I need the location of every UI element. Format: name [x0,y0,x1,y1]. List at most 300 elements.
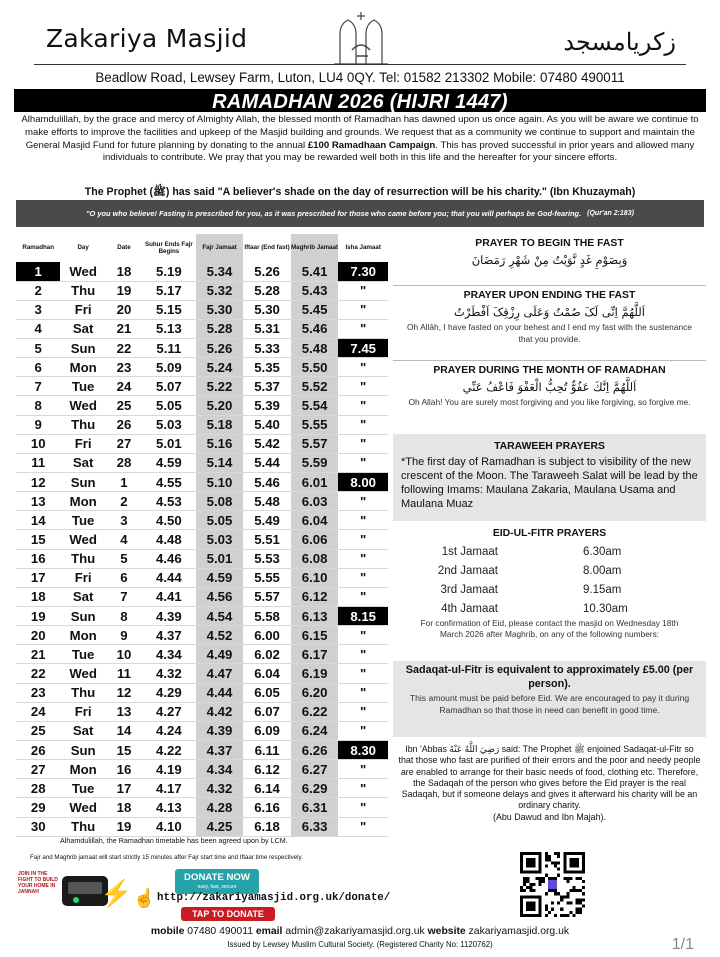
table-row [16,262,388,281]
hadith-ref: (Abu Dawud and Ibn Majah). [493,811,606,822]
table-cell: 4.56 [196,587,244,606]
table-cell: 5.40 [243,415,291,434]
table-cell: 5.57 [243,587,291,606]
table-cell: 26 [106,415,142,434]
table-cell: 5.05 [142,396,196,415]
sadaqat-body: This amount must be paid before Eid. We are encouraged to pay it during Ramadhan so that those in need can benefit in good time. [409,693,690,715]
table-cell: 5.55 [291,415,339,434]
table-row [16,549,388,568]
table-cell: 6.00 [243,626,291,645]
table-cell: 4.28 [196,798,244,817]
table-cell: 3 [16,300,60,319]
intro-text-a: Alhamdulillah, by the grace and mercy of Almighty Allah, the blessed month of Ramadhan has dawned upon us once again. As you will be aware we continue to make efforts to improve the facilities and upkeep of the Masjid building and grounds. We request that as a community we continue to support and maintain the General Masjid Fund for future planning by donating to the annual [21,114,699,151]
table-row [16,626,388,645]
table-cell: Wed [60,798,105,817]
taraweeh-title: TARAWEEH PRAYERS [494,441,605,452]
timetable-header-cell: Isha Jamaat [345,244,381,252]
table-cell: 6.09 [243,721,291,740]
timetable-footnote-jamaat: Fajr and Maghrib jamaat will start strictly 15 minutes after Fajr start time and Iftaar time respectively. [30,854,303,861]
taraweeh-section [393,434,706,521]
table-cell: 6.12 [243,760,291,779]
table-cell: 10 [106,645,142,664]
table-cell: Mon [60,626,105,645]
table-cell: " [338,492,388,511]
table-cell: Sat [60,721,105,740]
table-cell: 29 [16,798,60,817]
table-cell: Wed [60,262,105,281]
table-cell: " [338,626,388,645]
table-cell: 4 [16,319,60,338]
table-cell: 5.55 [243,568,291,587]
contact-email-label: email [255,926,283,937]
table-cell: 18 [106,262,142,281]
timetable-header-cell: Suhur Ends Fajr Begins [144,240,193,255]
table-cell: 5.58 [243,607,291,626]
table-cell: 5.19 [142,262,196,281]
table-row [16,817,388,836]
table-cell: 2 [16,281,60,300]
table-row [16,587,388,606]
table-cell: " [338,760,388,779]
table-cell: 6.07 [243,702,291,721]
ramadhan-prayer-title: PRAYER DURING THE MONTH OF RAMADHAN [433,365,666,376]
table-cell: 22 [16,664,60,683]
end-fast-arabic: اَللَّهُمَّ اِنِّی لَکَ صُمْتُ وَعَلَی رِزْقِکَ اَفْطَرْتُ [454,305,645,319]
eid-jamaat-row [393,580,706,599]
table-cell: Wed [60,396,105,415]
table-cell: 4.49 [196,645,244,664]
table-cell: 6.08 [291,549,339,568]
hadith-text: Ibn 'Abbas رَضِيَ اللَّهُ عَنْهُ said: The Prophet ﷺ enjoined Sadaqat-ul-Fitr so that those who fast are purified of their errors and the poor and needy people are enabled to arrange for their basic needs of food, clothing etc. Therefore, the Sadaqah of the person who gives before the Eid prayer is the real Sadaqah, but if someone delays and gives it afterward his charity will be an ordinary charity. [398,744,701,811]
table-cell: 4.52 [196,626,244,645]
table-row [16,779,388,798]
begin-fast-section [393,234,706,282]
table-cell: 6.02 [243,645,291,664]
table-cell: " [338,530,388,549]
table-cell: 6.15 [291,626,339,645]
table-cell: 5.39 [243,396,291,415]
eid-jamaat-time: 6.30am [583,545,622,558]
table-row [16,339,388,358]
table-cell: " [338,702,388,721]
table-cell: Fri [60,702,105,721]
table-row [16,760,388,779]
table-cell: 5.31 [243,319,291,338]
table-cell: 4.22 [142,741,196,760]
table-cell: 5.59 [291,453,339,472]
eid-jamaat-row [393,561,706,580]
table-cell: 12 [106,683,142,702]
table-row [16,683,388,702]
sadaqat-section [393,661,706,737]
table-cell: Fri [60,300,105,319]
table-cell: 8.15 [338,607,388,626]
table-cell: 5.30 [196,300,244,319]
donate-now-sub: easy, fast, secure [197,884,237,890]
table-cell: 23 [16,683,60,702]
table-cell: 5.49 [243,511,291,530]
table-cell: " [338,511,388,530]
table-cell: 8.00 [338,473,388,492]
table-cell: 21 [16,645,60,664]
intro-campaign: £100 Ramadhaan Campaign [307,139,436,151]
table-cell: 5.35 [243,358,291,377]
table-cell: 5.43 [291,281,339,300]
ramadhan-prayer-english: Oh Allah! You are surely most forgiving and you like forgiving, so forgive me. [408,397,691,407]
table-cell: Sun [60,741,105,760]
table-cell: 5.44 [243,453,291,472]
table-cell: 28 [106,453,142,472]
masjid-arabic-name: زکریامسجد [563,28,676,56]
table-cell: 4.10 [142,817,196,836]
ramadhan-prayer-arabic: اَللَّهُمَّ اِنَّكَ عَفُوٌّ تُحِبُّ الْعَفْوَ فَاعْفُ عَنِّي [462,380,637,394]
intro-text-b: . This has proved successful in prior years and allowed many individuals to contribute. We pray that you may be rewarded well both in this life and the hereafter for your sincere efforts. [102,139,695,164]
table-cell: 5.37 [243,377,291,396]
table-cell: Sun [60,473,105,492]
table-cell: 4.24 [142,721,196,740]
eid-jamaat-row [393,599,706,618]
table-cell: 9 [16,415,60,434]
table-cell: 5.41 [291,262,339,281]
address: Beadlow Road, Lewsey Farm, Luton, LU4 0QY. Tel: 01582 213302 Mobile: 07480 490011 [95,70,625,85]
table-cell: 5.17 [142,281,196,300]
end-fast-title: PRAYER UPON ENDING THE FAST [463,290,636,301]
table-cell: 6 [16,358,60,377]
table-row [16,721,388,740]
table-cell: 11 [106,664,142,683]
timetable-header-cell: Ramadhan [22,244,55,252]
lightning-icon: ⚡ [100,878,133,908]
timetable-body [16,262,388,836]
timetable-header-cell: Maghrib Jamaat [291,234,339,262]
table-cell: 21 [106,319,142,338]
table-row [16,377,388,396]
table-cell: 25 [16,721,60,740]
table-cell: 6.29 [291,779,339,798]
hadith-section [393,744,706,854]
table-cell: " [338,281,388,300]
table-cell: 6.20 [291,683,339,702]
table-cell: Thu [60,281,105,300]
table-cell: 5.48 [243,492,291,511]
table-cell: 5.53 [243,549,291,568]
quran-text: "O you who believe! Fasting is prescribed for you, as it was prescribed for those who came before you; that you will perhaps be God-fearing. [86,209,582,218]
table-cell: 7.30 [338,262,388,281]
table-cell: 27 [106,434,142,453]
table-cell: Sat [60,319,105,338]
contact-line [0,926,720,937]
table-cell: 14 [106,721,142,740]
pointer-hand-icon: ☝ [133,888,156,908]
table-row [16,453,388,472]
ramadhan-prayer-section [393,360,706,432]
table-cell: 6.31 [291,798,339,817]
table-row [16,664,388,683]
timetable-header-cell: Day [77,244,89,252]
table-row [16,473,388,492]
table-cell: 5.46 [291,319,339,338]
begin-fast-arabic: وَبِصَوْمِ غَدٍ نَّوَيْتُ مِنْ شَهْرِ رَمَضَانَ [471,253,628,267]
table-cell: 4 [106,530,142,549]
table-cell: 5.07 [142,377,196,396]
table-cell: 5.26 [196,339,244,358]
table-cell: 5.15 [142,300,196,319]
table-cell: " [338,798,388,817]
table-cell: 4.32 [196,779,244,798]
table-cell: 4.47 [196,664,244,683]
table-cell: 20 [106,300,142,319]
issued-by: Issued by Lewsey Muslim Cultural Society. (Registered Charity No: 1120762) [227,940,493,949]
table-cell: 5.03 [196,530,244,549]
table-cell: 5.22 [196,377,244,396]
donate-now-label: DONATE NOW [184,872,250,883]
table-cell: 6.10 [291,568,339,587]
table-cell: 6.14 [243,779,291,798]
table-cell: 5.33 [243,339,291,358]
table-cell: 4.53 [142,492,196,511]
table-cell: " [338,300,388,319]
table-cell: " [338,415,388,434]
contact-email[interactable]: admin@zakariyamasjid.org.uk [285,926,425,937]
table-cell: " [338,358,388,377]
table-cell: 20 [16,626,60,645]
table-cell: Wed [60,530,105,549]
table-cell: 7 [106,587,142,606]
table-cell: 5.13 [142,319,196,338]
eid-jamaat-time: 8.00am [583,564,622,577]
table-cell: 6.26 [291,741,339,760]
table-cell: 5 [16,339,60,358]
table-cell: 6.04 [243,664,291,683]
page-title: RAMADHAN 2026 (HIJRI 1447) [212,91,508,113]
table-cell: 25 [106,396,142,415]
table-cell: 3 [106,511,142,530]
table-cell: 4.27 [142,702,196,721]
end-fast-section [393,285,706,360]
table-cell: Wed [60,664,105,683]
table-cell: 2 [106,492,142,511]
timetable [16,234,388,837]
table-cell: " [338,587,388,606]
table-cell: 4.29 [142,683,196,702]
timetable-header [16,234,388,262]
table-cell: 4.34 [142,645,196,664]
table-cell: 4.48 [142,530,196,549]
table-cell: 5.14 [196,453,244,472]
table-cell: 6.24 [291,721,339,740]
table-cell: 5.01 [196,549,244,568]
table-cell: 10 [16,434,60,453]
table-cell: 23 [106,358,142,377]
table-cell: 4.19 [142,760,196,779]
table-cell: 16 [106,760,142,779]
table-cell: Sun [60,607,105,626]
table-cell: 19 [106,281,142,300]
eid-jamaat-name: 4th Jamaat [441,602,498,615]
sadaqat-title: Sadaqat-ul-Fitr is equivalent to approximately £5.00 (per person). [405,664,694,690]
table-cell: 4.44 [196,683,244,702]
table-cell: 16 [16,549,60,568]
timetable-header-cell: Date [117,244,131,252]
eid-jamaat-name: 2nd Jamaat [437,564,498,577]
table-cell: 5.32 [196,281,244,300]
table-cell: 19 [106,817,142,836]
table-cell: 8 [16,396,60,415]
table-cell: 26 [16,741,60,760]
table-cell: 4.37 [196,741,244,760]
table-cell: 4.39 [196,721,244,740]
table-row [16,396,388,415]
table-cell: Sat [60,587,105,606]
eid-jamaat-time: 9.15am [583,583,622,596]
table-cell: 12 [16,473,60,492]
table-cell: 6.33 [291,817,339,836]
table-cell: 6.13 [291,607,339,626]
table-cell: 4.37 [142,626,196,645]
table-cell: 5.11 [142,339,196,358]
table-cell: Thu [60,817,105,836]
table-cell: 5.05 [196,511,244,530]
table-row [16,434,388,453]
table-cell: 13 [16,492,60,511]
end-fast-english: Oh Allāh, I have fasted on your behest and I end my fast with the sustenance that you provide. [407,322,692,344]
table-cell: Mon [60,492,105,511]
table-cell: 6.27 [291,760,339,779]
eid-jamaat-list [393,542,706,618]
table-cell: Sat [60,453,105,472]
table-row [16,645,388,664]
masjid-logo-icon [330,10,392,66]
table-cell: Fri [60,568,105,587]
table-cell: Thu [60,415,105,434]
table-cell: 22 [106,339,142,358]
table-cell: 4.39 [142,607,196,626]
table-cell: 4.32 [142,664,196,683]
table-cell: 4.13 [142,798,196,817]
table-cell: " [338,434,388,453]
table-cell: 4.59 [142,453,196,472]
table-cell: 4.34 [196,760,244,779]
table-cell: Sun [60,339,105,358]
table-cell: 15 [16,530,60,549]
table-cell: 1 [106,473,142,492]
table-cell: " [338,645,388,664]
table-cell: 17 [16,568,60,587]
table-row [16,798,388,817]
table-cell: " [338,721,388,740]
eid-jamaat-row [393,542,706,561]
table-cell: 14 [16,511,60,530]
table-cell: Tue [60,645,105,664]
table-cell: 6.17 [291,645,339,664]
contact-website[interactable]: zakariyamasjid.org.uk [468,926,570,937]
tap-to-donate-button[interactable]: TAP TO DONATE [181,907,275,921]
table-cell: 1 [16,262,60,281]
table-row [16,530,388,549]
table-cell: 6.18 [243,817,291,836]
eid-jamaat-name: 1st Jamaat [441,545,498,558]
table-cell: 18 [106,798,142,817]
masjid-name: Zakariya Masjid [46,24,248,53]
table-cell: 15 [106,741,142,760]
timetable-header-cell: Fajr Jamaat [196,234,244,262]
table-cell: Mon [60,760,105,779]
table-cell: 6.01 [291,473,339,492]
begin-fast-title: PRAYER TO BEGIN THE FAST [475,238,624,249]
table-cell: 5.28 [243,281,291,300]
eid-jamaat-time: 10.30am [583,602,628,615]
table-cell: " [338,453,388,472]
table-cell: 4.41 [142,587,196,606]
table-cell: " [338,664,388,683]
table-cell: " [338,549,388,568]
contact-mobile[interactable]: 07480 490011 [187,926,253,937]
table-cell: 17 [106,779,142,798]
table-cell: 24 [16,702,60,721]
table-cell: 13 [106,702,142,721]
contact-mobile-label: mobile [150,926,185,937]
table-cell: 6.11 [243,741,291,760]
table-cell: Mon [60,358,105,377]
table-cell: 5.28 [196,319,244,338]
table-cell: 5.52 [291,377,339,396]
table-cell: Tue [60,511,105,530]
contact-website-label: website [427,926,466,937]
table-cell: 8 [106,607,142,626]
qr-code-icon[interactable] [520,852,585,917]
table-cell: 8.30 [338,741,388,760]
table-cell: 5.16 [196,434,244,453]
table-cell: Fri [60,434,105,453]
table-cell: 7 [16,377,60,396]
table-cell: 5.30 [243,300,291,319]
header [0,0,720,100]
table-cell: " [338,396,388,415]
table-row [16,415,388,434]
table-cell: " [338,568,388,587]
table-cell: 5 [106,549,142,568]
prophet-quote: The Prophet (ﷺ) has said "A believer's shade on the day of resurrection will be his charity." (Ibn Khuzaymah) [84,186,636,198]
page-number: 1/1 [671,936,694,953]
table-cell: " [338,319,388,338]
table-cell: 5.54 [291,396,339,415]
table-cell: 5.08 [196,492,244,511]
table-cell: 5.48 [291,339,339,358]
table-cell: 5.42 [243,434,291,453]
table-cell: 5.45 [291,300,339,319]
table-cell: 4.55 [142,473,196,492]
table-cell: 5.09 [142,358,196,377]
table-cell: 5.26 [243,262,291,281]
table-cell: 5.57 [291,434,339,453]
table-cell: 5.24 [196,358,244,377]
table-cell: 6.22 [291,702,339,721]
table-cell: 5.18 [196,415,244,434]
table-cell: 5.34 [196,262,244,281]
table-cell: 11 [16,453,60,472]
table-cell: 24 [106,377,142,396]
table-cell: Tue [60,377,105,396]
table-row [16,358,388,377]
donate-link[interactable]: http://zakariyamasjid.org.uk/donate/ [157,892,391,904]
table-cell: Thu [60,549,105,568]
table-cell: 5.46 [243,473,291,492]
table-cell: 6.06 [291,530,339,549]
table-cell: 4.44 [142,568,196,587]
table-cell: 4.59 [196,568,244,587]
table-row [16,607,388,626]
donate-now-button[interactable] [175,869,259,894]
